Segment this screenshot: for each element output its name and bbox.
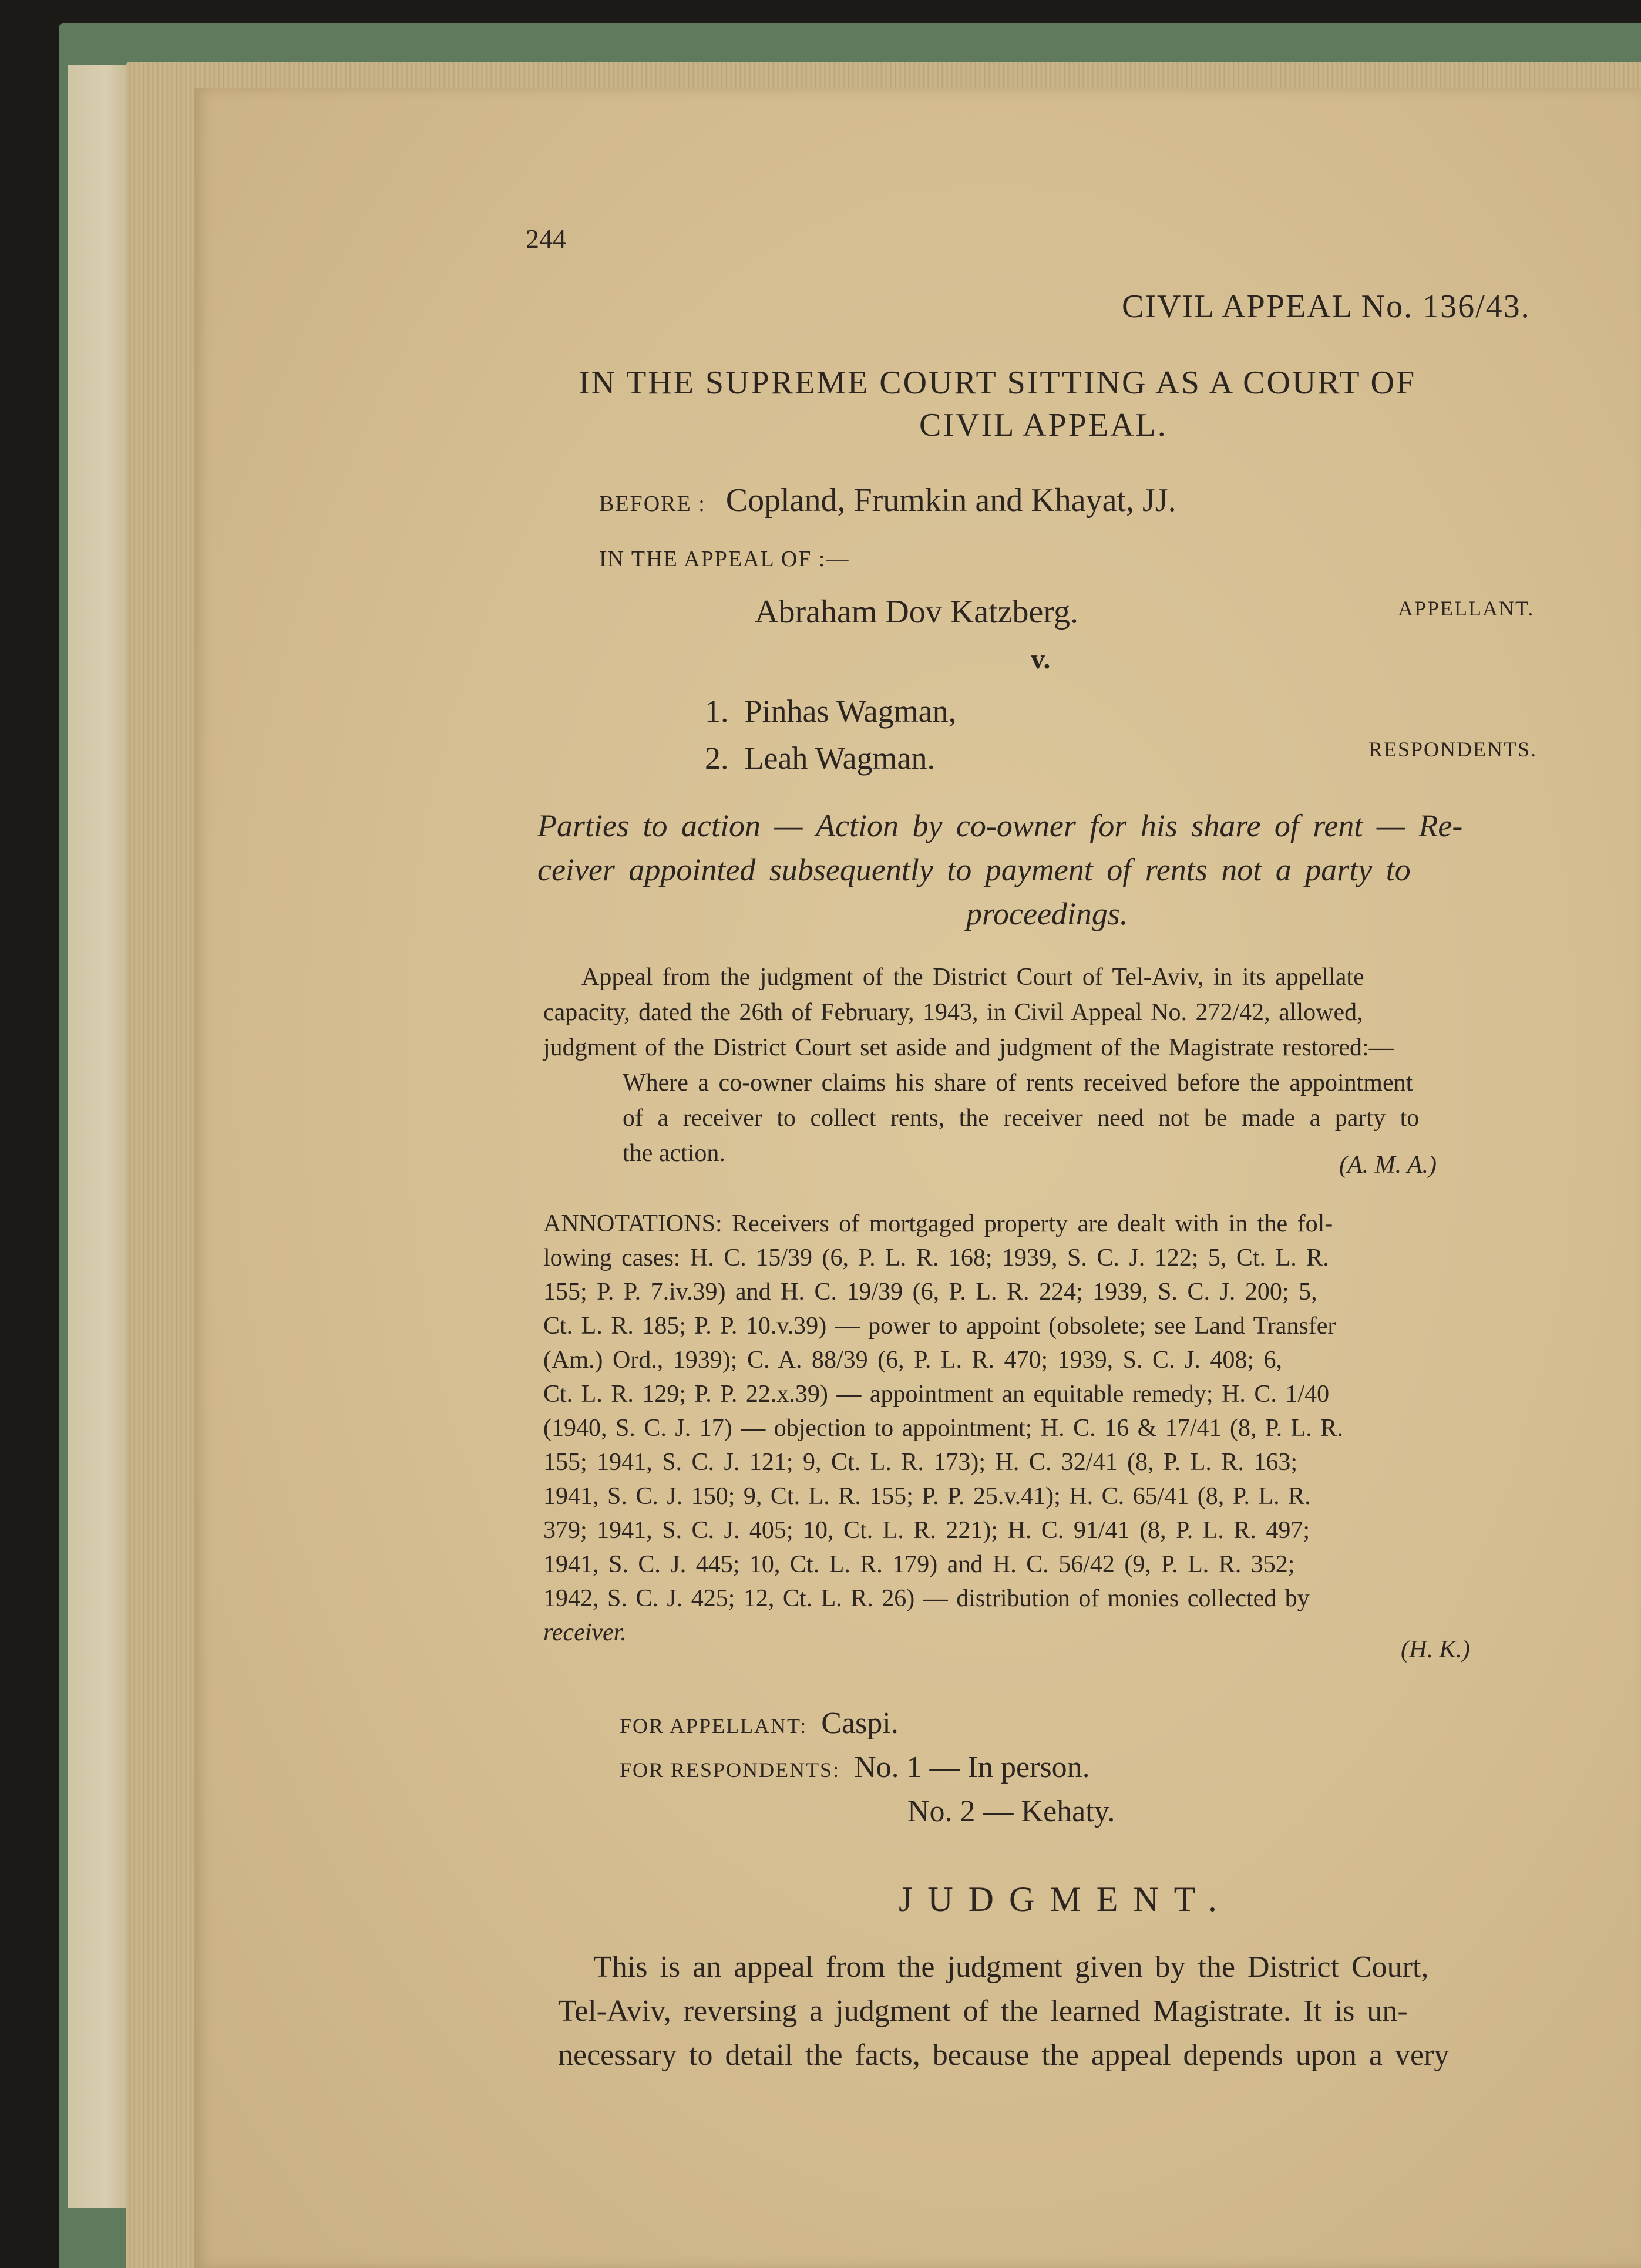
- annotations-line-3: 155; P. P. 7.iv.39) and H. C. 19/39 (6, P. L. R. 224; 1939, S. C. J. 200; 5,: [543, 1278, 1317, 1305]
- judgment-line-1: This is an appeal from the judgment given by the District Court,: [593, 1950, 1429, 1984]
- judgment-heading: JUDGMENT.: [899, 1880, 1232, 1919]
- annotations-line-7: (1940, S. C. J. 17) — objection to appointment; H. C. 16 & 17/41 (8, P. L. R.: [543, 1415, 1343, 1442]
- summary-line-1: Appeal from the judgment of the District Court of Tel-Aviv, in its appellate: [581, 964, 1364, 991]
- annotations-initials: (H. K.): [1401, 1636, 1470, 1663]
- counsel-respondents-label: FOR RESPONDENTS:: [620, 1758, 840, 1782]
- summary-initials: (A. M. A.): [1339, 1152, 1437, 1179]
- judgment-line-2: Tel-Aviv, reversing a judgment of the learned Magistrate. It is un-: [558, 1994, 1408, 2028]
- annotations-line-8: 155; 1941, S. C. J. 121; 9, Ct. L. R. 173); H. C. 32/41 (8, P. L. R. 163;: [543, 1449, 1298, 1476]
- respondent-1: 1. Pinhas Wagman,: [705, 694, 957, 729]
- counsel-appellant-label: FOR APPELLANT:: [620, 1714, 808, 1738]
- case-number: CIVIL APPEAL No. 136/43.: [1122, 288, 1531, 325]
- counsel-respondent-1: No. 1 — In person.: [854, 1751, 1090, 1784]
- before-label: BEFORE :: [599, 492, 706, 516]
- annotations-line-12: 1942, S. C. J. 425; 12, Ct. L. R. 26) — distribution of monies collected by: [543, 1585, 1310, 1612]
- book-page: [194, 88, 1641, 2268]
- annotations-line-6: Ct. L. R. 129; P. P. 22.x.39) — appointment an equitable remedy; H. C. 1/40: [543, 1381, 1330, 1408]
- counsel-respondents-row: [620, 1750, 1090, 1785]
- respondent-2: 2. Leah Wagman.: [705, 741, 936, 776]
- in-the-appeal-label: IN THE APPEAL OF :—: [599, 547, 850, 571]
- page-number: 244: [526, 224, 566, 254]
- holding-line-1: Where a co-owner claims his share of rents received before the appointment: [623, 1069, 1413, 1096]
- summary-line-3: judgment of the District Court set aside and judgment of the Magistrate restored:—: [543, 1034, 1394, 1061]
- annotations-line-4: Ct. L. R. 185; P. P. 10.v.39) — power to appoint (obsolete; see Land Transfer: [543, 1313, 1336, 1340]
- before-judges: Copland, Frumkin and Khayat, JJ.: [725, 482, 1176, 519]
- annotations-line-2: lowing cases: H. C. 15/39 (6, P. L. R. 168; 1939, S. C. J. 122; 5, Ct. L. R.: [543, 1244, 1329, 1271]
- holding-line-3: the action.: [623, 1140, 725, 1167]
- annotations-line-5: (Am.) Ord., 1939); C. A. 88/39 (6, P. L. R. 470; 1939, S. C. J. 408; 6,: [543, 1347, 1283, 1374]
- court-title-line-1: IN THE SUPREME COURT SITTING AS A COURT OF: [579, 365, 1417, 401]
- appellant-role: APPELLANT.: [1398, 597, 1535, 620]
- summary-line-2: capacity, dated the 26th of February, 1943, in Civil Appeal No. 272/42, allowed,: [543, 999, 1363, 1026]
- annotations-line-1: ANNOTATIONS: Receivers of mortgaged property are dealt with in the fol-: [543, 1210, 1333, 1237]
- headnote-line-3: proceedings.: [966, 896, 1128, 931]
- judgment-line-3: necessary to detail the facts, because the appeal depends upon a very: [558, 2038, 1450, 2072]
- counsel-appellant-value: Caspi.: [821, 1707, 899, 1740]
- cover-inner-edge: [68, 65, 132, 2208]
- before-row: [599, 482, 1176, 519]
- headnote-line-2: ceiver appointed subsequently to payment of rents not a party to: [537, 852, 1411, 887]
- holding-line-2: of a receiver to collect rents, the receiver need not be made a party to: [623, 1105, 1420, 1132]
- headnote-line-1: Parties to action — Action by co-owner for his share of rent — Re-: [537, 808, 1463, 843]
- counsel-appellant-row: [620, 1706, 899, 1741]
- annotations-line-9: 1941, S. C. J. 150; 9, Ct. L. R. 155; P. P. 25.v.41); H. C. 65/41 (8, P. L. R.: [543, 1483, 1311, 1510]
- versus: v.: [1031, 644, 1051, 675]
- appellant-name: Abraham Dov Katzberg.: [755, 594, 1079, 630]
- respondents-role: RESPONDENTS.: [1368, 738, 1538, 761]
- annotations-line-13: receiver.: [543, 1619, 627, 1646]
- court-title-line-2: CIVIL APPEAL.: [919, 407, 1168, 443]
- annotations-line-11: 1941, S. C. J. 445; 10, Ct. L. R. 179) and H. C. 56/42 (9, P. L. R. 352;: [543, 1551, 1295, 1578]
- counsel-respondent-2: No. 2 — Kehaty.: [907, 1795, 1115, 1828]
- annotations-line-10: 379; 1941, S. C. J. 405; 10, Ct. L. R. 221); H. C. 91/41 (8, P. L. R. 497;: [543, 1517, 1310, 1544]
